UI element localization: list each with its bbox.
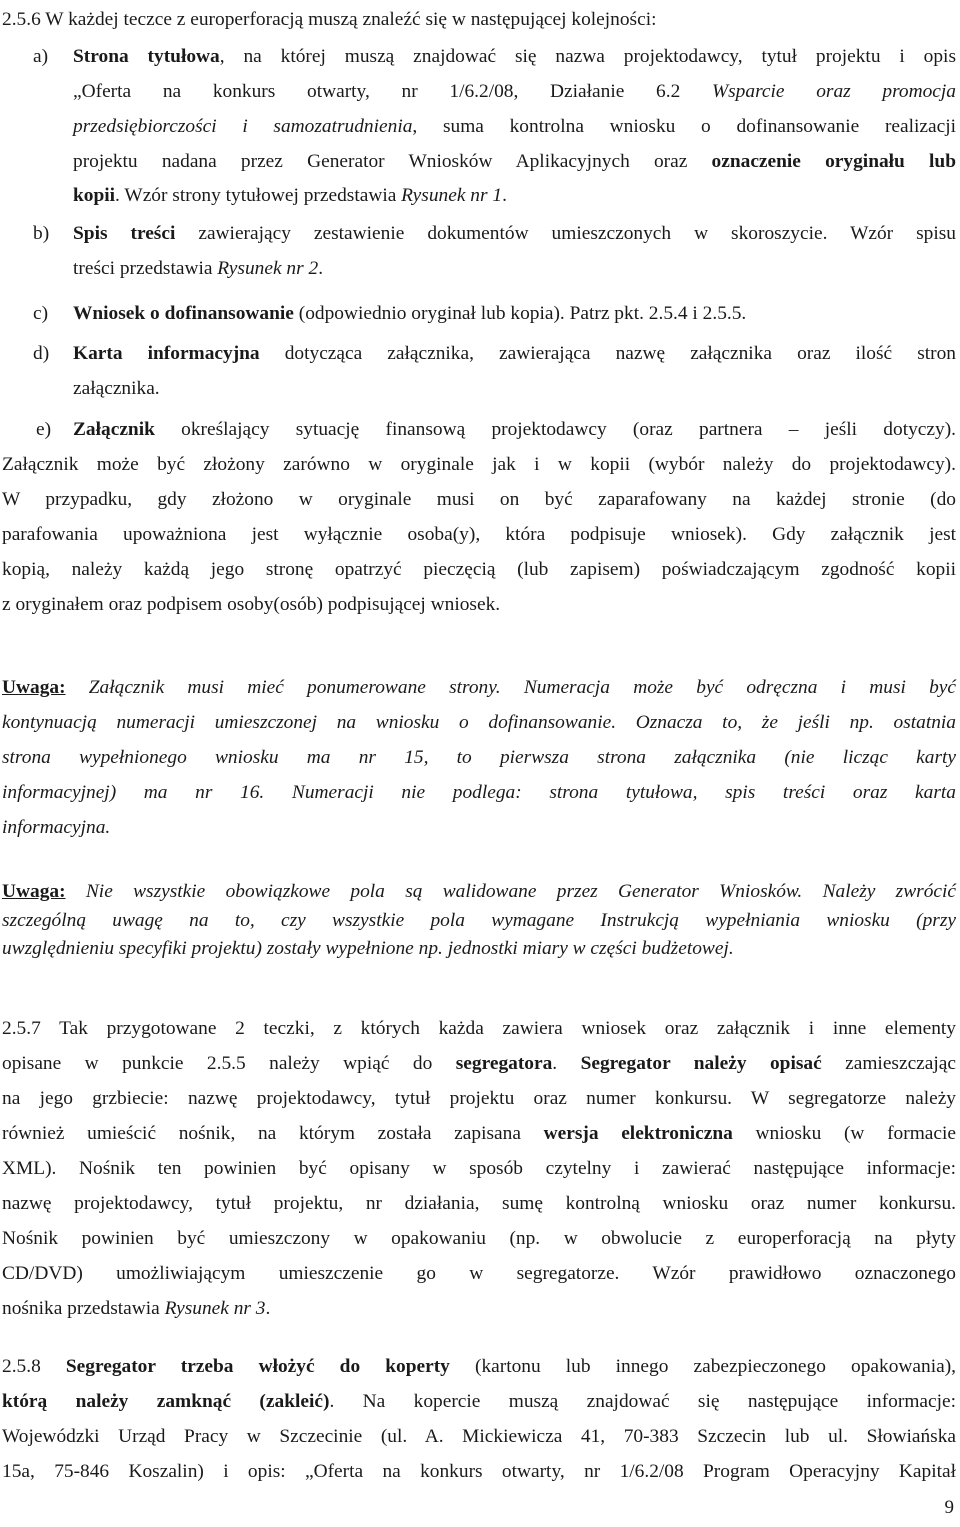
item-a-figure-ref: Rysunek nr 1: [401, 185, 503, 206]
sec-2-5-8-text-1: (kartonu lub innego zabezpieczonego opakowania),: [449, 1356, 957, 1377]
item-a-italic-2: przedsiębiorczości i samozatrudnienia: [73, 116, 413, 137]
item-a-italic-1: Wsparcie oraz promocja: [711, 81, 956, 102]
item-a-text-5: . Wzór strony tytułowej przedstawia: [115, 185, 402, 206]
item-a-text-1: , na której muszą znajdować się nazwa projektodawcy, tytuł projektu i opis: [219, 46, 956, 67]
note-1-line-3: strona wypełnionego wniosku ma nr 15, to pierwsza strona załącznika (nie licząc karty: [2, 747, 956, 768]
item-c-title: Wniosek o dofinansowanie: [73, 303, 294, 324]
item-label: b): [33, 223, 50, 244]
note-1-line-2: kontynuacją numeracji umieszczonej na wniosku o dofinansowanie. Oznacza to, że jeśli np. ostatnia: [2, 712, 956, 733]
item-e-title: Załącznik: [73, 419, 155, 440]
item-a-title: Strona tytułowa: [73, 46, 220, 67]
item-d-text-1: dotycząca załącznika, zawierająca nazwę załącznika oraz ilość stron: [259, 343, 956, 364]
sec-2-5-8-line-4: 15a, 75-846 Koszalin) i opis: „Oferta na konkurs otwarty, nr 1/6.2/08 Program Operacyjny Kapitał: [2, 1461, 956, 1482]
item-e-line-5: kopią, należy każdą jego stronę opatrzyć pieczęcią (lub zapisem) poświadczającym zgodność kopii: [2, 559, 956, 580]
note-2-line-2: szczególną uwagę na to, czy wszystkie pola wymagane Instrukcją wypełniania wniosku (przy: [2, 910, 956, 931]
sec-2-5-7-line-6: nazwę projektodawcy, tytuł projektu, nr działania, sumę kontrolną wniosku oraz numer konkursu.: [2, 1193, 956, 1214]
sec-2-5-7-bold-electronic: wersja elektroniczna: [543, 1123, 733, 1144]
sec-2-5-7-text-4c: wniosku (w formacie: [732, 1123, 956, 1144]
sec-2-5-8-text-2: . Na kopercie muszą znajdować się następujące informacje:: [329, 1391, 956, 1412]
note-1-label: Uwaga:: [2, 677, 66, 698]
item-e-line-3: W przypadku, gdy złożono w oryginale musi on być zaparafowany na każdej stronie (do: [2, 489, 956, 510]
sec-2-5-7-line-8: CD/DVD) umożliwiającym umieszczenie go w segregatorze. Wzór prawidłowo oznaczonego: [2, 1263, 956, 1284]
sec-2-5-8-bold-2: którą należy zamknąć (zakleić): [2, 1391, 330, 1412]
item-a-bold-3: kopii: [73, 185, 116, 206]
sec-2-5-7-text-2e: zamieszczając: [821, 1053, 956, 1074]
sec-2-5-7-text-9a: nośnika przedstawia: [2, 1298, 165, 1319]
item-b-title: Spis treści: [73, 223, 176, 244]
sec-2-5-7-line-1: 2.5.7 Tak przygotowane 2 teczki, z których każda zawiera wniosek oraz załącznik i inne elementy: [2, 1018, 956, 1039]
note-2-line-1: [2, 880, 956, 904]
note-1-line-5: informacyjna.: [2, 817, 111, 838]
heading-text: 2.5.6 W każdej teczce z europerforacją muszą znaleźć się w następującej kolejności:: [2, 9, 657, 30]
item-label: d): [33, 343, 50, 364]
item-b-text-2: treści przedstawia: [73, 258, 218, 279]
item-d-title: Karta informacyjna: [73, 343, 260, 364]
sec-2-5-7-line-3: na jego grzbiecie: nazwę projektodawcy, tytuł projektu oraz numer konkursu. W segregatorze należy: [2, 1088, 956, 1109]
sec-2-5-7-bold-segregator: segregatora: [455, 1053, 553, 1074]
item-b-text-1: zawierający zestawienie dokumentów umieszczonych w skoroszycie. Wzór spisu: [175, 223, 956, 244]
item-a-bold-2: oznaczenie oryginału lub: [711, 151, 956, 172]
sec-2-5-7-line-7: Nośnik powinien być umieszczony w opakowaniu (np. w obwolucie z europerforacją na płyty: [2, 1228, 956, 1249]
sec-2-5-8-line-2: [2, 1390, 956, 1414]
sec-2-5-7-line-9: [2, 1297, 960, 1321]
note-2-label: Uwaga:: [2, 881, 66, 902]
item-d-text-2: załącznika.: [73, 378, 160, 399]
item-e-line-6: z oryginałem oraz podpisem osoby(osób) podpisującej wniosek.: [2, 594, 501, 615]
sec-2-5-7-line-5: XML). Nośnik ten powinien być opisany w sposób czytelny i zawierać następujące informacje:: [2, 1158, 956, 1179]
sec-2-5-7-bold-describe: Segregator należy opisać: [580, 1053, 822, 1074]
sec-2-5-8-number: 2.5.8: [2, 1356, 66, 1377]
item-b-period: .: [318, 258, 324, 279]
item-label: a): [33, 46, 49, 67]
note-2-text-1: Nie wszystkie obowiązkowe pola są walidowane przez Generator Wniosków. Należy zwrócić: [65, 881, 956, 902]
item-a-period: .: [502, 185, 507, 206]
item-label: c): [33, 303, 49, 324]
sec-2-5-7-text-4a: również umieścić nośnik, na którym została zapisana: [2, 1123, 544, 1144]
item-a-text-4: projektu nadana przez Generator Wniosków Aplikacyjnych oraz: [73, 151, 712, 172]
note-1-line-4: informacyjnej) ma nr 16. Numeracji nie podlega: strona tytułowa, spis treści oraz karta: [2, 782, 956, 803]
sec-2-5-7-text-2c: .: [552, 1053, 581, 1074]
sec-2-5-8-line-3: Wojewódzki Urząd Pracy w Szczecinie (ul. A. Mickiewicza 41, 70-383 Szczecin lub ul. Słowiańska: [2, 1426, 956, 1447]
sec-2-5-8-bold-1: Segregator trzeba włożyć do koperty: [65, 1356, 450, 1377]
section-heading-2-5-6: [2, 8, 960, 32]
sec-2-5-7-period: .: [265, 1298, 271, 1319]
note-1-text-1: Załącznik musi mieć ponumerowane strony. Numeracja może być odręczna i musi być: [65, 677, 956, 698]
note-2-line-3: uwzględnieniu specyfiki projektu) zostały wypełnione np. jednostki miary w części budżetowej.: [2, 938, 734, 959]
item-b-figure-ref: Rysunek nr 2: [217, 258, 319, 279]
item-c-text-1: (odpowiednio oryginał lub kopia). Patrz pkt. 2.5.4 i 2.5.5.: [293, 303, 747, 324]
sec-2-5-7-text-2a: opisane w punkcie 2.5.5 należy wpiąć do: [2, 1053, 456, 1074]
item-a-text-2: „Oferta na konkurs otwarty, nr 1/6.2/08, Działanie 6.2: [73, 81, 712, 102]
sec-2-5-7-figure-ref: Rysunek nr 3: [164, 1298, 266, 1319]
sec-2-5-7-line-2: [2, 1052, 956, 1076]
item-e-text-1: określający sytuację finansową projektodawcy (oraz partnera – jeśli dotyczy).: [154, 419, 956, 440]
item-a-text-3: , suma kontrolna wniosku o dofinansowanie realizacji: [412, 116, 956, 137]
item-e-line-2: Załącznik może być złożony zarówno w oryginale jak i w kopii (wybór należy do projektodawcy).: [2, 454, 956, 475]
item-e-line-4: parafowania upoważniona jest wyłącznie osoba(y), która podpisuje wniosek). Gdy załącznik jest: [2, 524, 956, 545]
item-label: e): [36, 419, 52, 440]
sec-2-5-7-line-4: [2, 1122, 956, 1146]
note-1-line-1: [2, 676, 956, 700]
page-number: 9: [944, 1497, 954, 1518]
sec-2-5-8-line-1: [2, 1355, 956, 1379]
